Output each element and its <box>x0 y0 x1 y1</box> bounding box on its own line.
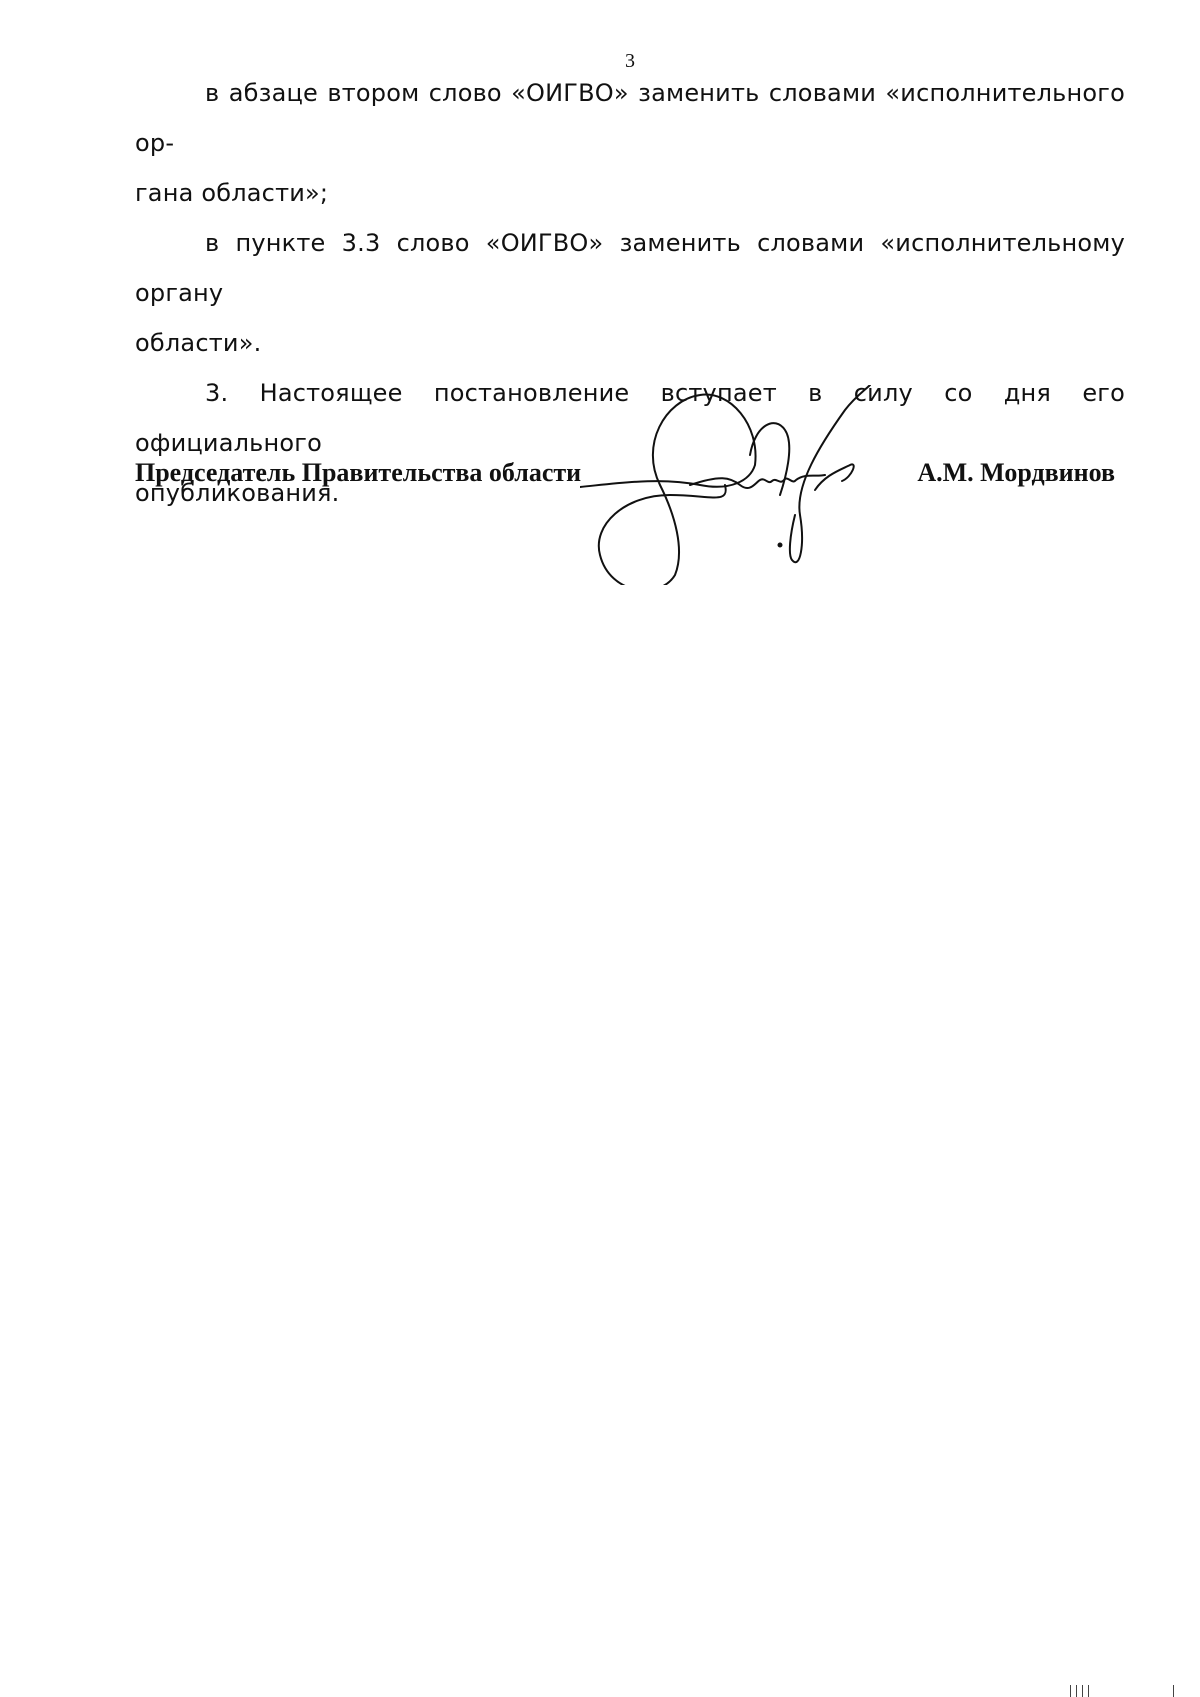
scan-edge-marks <box>1030 1683 1180 1697</box>
paragraph-line: 3. Настоящее постановление вступает в силу со дня его официального <box>135 379 1125 457</box>
paragraph-line: гана области»; <box>135 179 329 207</box>
paragraph-paragraph-second-amendment <box>135 68 1125 218</box>
paragraph-clause-3-3-amendment <box>135 218 1125 368</box>
paragraph-line: в пункте 3.3 слово «ОИГВО» заменить словами «исполнительному органу <box>135 229 1125 307</box>
page-number: 3 <box>625 50 635 72</box>
signatory-name: А.М. Мордвинов <box>917 458 1115 487</box>
paragraph-line: опубликования. <box>135 479 340 507</box>
paragraph-line: области». <box>135 329 262 357</box>
paragraph-line: в абзаце втором слово «ОИГВО» заменить словами «исполнительного ор- <box>135 79 1125 157</box>
signatory-position: Председатель Правительства области <box>135 458 582 487</box>
signature-block <box>135 458 1115 518</box>
